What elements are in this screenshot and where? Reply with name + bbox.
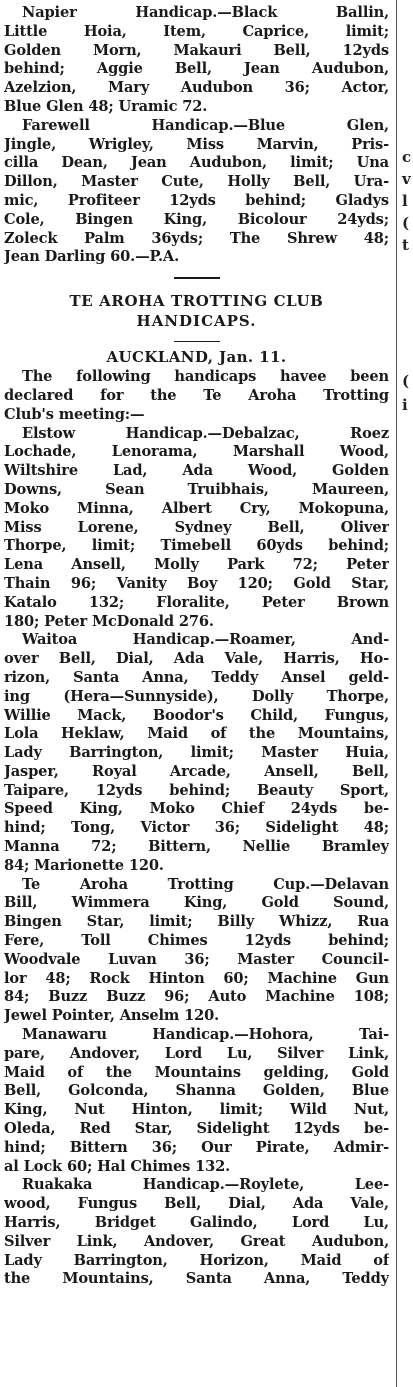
article-subheadline: HANDICAPS. xyxy=(136,312,257,331)
text-line: mic, Profiteer 12yds behind; Gladys xyxy=(4,191,389,209)
text-line: Lady Barrington, limit; Master Huia, xyxy=(4,744,389,762)
text-line: Woodvale Luvan 36; Master Council- xyxy=(4,950,389,968)
text-line: Taipare, 12yds behind; Beauty Sport, xyxy=(4,781,389,799)
text-line: Downs, Sean Truibhais, Maureen, xyxy=(4,480,389,498)
text-line: Jasper, Royal Arcade, Ansell, Bell, xyxy=(4,762,389,780)
text-line: wood, Fungus Bell, Dial, Ada Vale, xyxy=(4,1195,389,1213)
text-line: Moko Minna, Albert Cry, Mokopuna, xyxy=(4,499,389,517)
text-line: Manawaru Handicap.—Hohora, Tai- xyxy=(22,1026,389,1044)
text-line: behind; Aggie Bell, Jean Audubon, xyxy=(4,60,389,78)
text-line: Harris, Bridget Galindo, Lord Lu, xyxy=(4,1214,389,1232)
text-line: 84; Buzz Buzz 96; Auto Machine 108; xyxy=(4,988,389,1006)
text-line: Blue Glen 48; Uramic 72. xyxy=(4,97,208,115)
text-line: Lola Heklaw, Maid of the Mountains, xyxy=(4,725,389,743)
text-line: 84; Marionette 120. xyxy=(4,856,164,874)
text-line: hind; Tong, Victor 36; Sidelight 48; xyxy=(4,819,389,837)
edge-glyph: c xyxy=(402,148,412,166)
text-line: Wiltshire Lad, Ada Wood, Golden xyxy=(4,462,389,480)
text-line: Thain 96; Vanity Boy 120; Gold Star, xyxy=(4,574,389,592)
text-line: Golden Morn, Makauri Bell, 12yds xyxy=(4,41,389,59)
text-line: Te Aroha Trotting Cup.—Delavan xyxy=(22,875,389,893)
text-line: Elstow Handicap.—Debalzac, Roez xyxy=(22,424,389,442)
text-line: Club's meeting:— xyxy=(4,405,145,423)
text-line: The following handicaps havee been xyxy=(22,368,389,386)
text-line: Manna 72; Bittern, Nellie Bramley xyxy=(4,838,389,856)
text-line: Farewell Handicap.—Blue Glen, xyxy=(22,116,389,134)
text-line: hind; Bittern 36; Our Pirate, Admir- xyxy=(4,1138,389,1156)
text-line: Zoleck Palm 36yds; The Shrew 48; xyxy=(4,229,389,247)
text-line: Lena Ansell, Molly Park 72; Peter xyxy=(4,556,389,574)
text-line: Little Hoia, Item, Caprice, limit; xyxy=(4,22,389,40)
edge-glyph: l xyxy=(402,192,408,210)
text-line: Oleda, Red Star, Sidelight 12yds be- xyxy=(4,1120,389,1138)
article-headline: TE AROHA TROTTING CLUB xyxy=(69,292,324,311)
article-dateline: AUCKLAND, Jan. 11. xyxy=(106,348,287,367)
section-divider xyxy=(174,277,220,279)
text-line: ing (Hera—Sunnyside), Dolly Thorpe, xyxy=(4,687,389,705)
text-line: Katalo 132; Floralite, Peter Brown xyxy=(4,593,389,611)
text-line: Lochade, Lenorama, Marshall Wood, xyxy=(4,443,389,461)
text-line: King, Nut Hinton, limit; Wild Nut, xyxy=(4,1101,389,1119)
text-line: Maid of the Mountains gelding, Gold xyxy=(4,1063,389,1081)
text-line: Ruakaka Handicap.—Roylete, Lee- xyxy=(22,1176,389,1194)
text-line: Miss Lorene, Sydney Bell, Oliver xyxy=(4,518,389,536)
text-line: Lady Barrington, Horizon, Maid of xyxy=(4,1251,389,1269)
text-line: Jingle, Wrigley, Miss Marvin, Pris- xyxy=(4,135,389,153)
edge-glyph: ( xyxy=(402,372,410,390)
edge-glyph: i xyxy=(402,396,408,414)
previous-article-handicaps xyxy=(4,4,389,267)
text-line: the Mountains, Santa Anna, Teddy xyxy=(4,1270,389,1288)
text-line: Jean Darling 60.—P.A. xyxy=(4,248,179,266)
text-line: Cole, Bingen King, Bicolour 24yds; xyxy=(4,210,389,228)
text-line: Napier Handicap.—Black Ballin, xyxy=(22,4,389,21)
text-line: Thorpe, limit; Timebell 60yds behind; xyxy=(4,537,389,555)
edge-glyph: ( xyxy=(402,214,410,232)
text-line: declared for the Te Aroha Trotting xyxy=(4,386,389,404)
text-line: over Bell, Dial, Ada Vale, Harris, Ho- xyxy=(4,650,389,668)
text-line: Willie Mack, Boodor's Child, Fungus, xyxy=(4,706,389,724)
text-line: Azelzion, Mary Audubon 36; Actor, xyxy=(4,79,389,97)
edge-glyph: v xyxy=(402,170,411,188)
text-line: Jewel Pointer, Anselm 120. xyxy=(4,1007,220,1025)
text-line: Bill, Wimmera King, Gold Sound, xyxy=(4,894,389,912)
column-divider xyxy=(396,0,397,1387)
text-line: pare, Andover, Lord Lu, Silver Link, xyxy=(4,1044,389,1062)
text-line: Silver Link, Andover, Great Audubon, xyxy=(4,1232,389,1250)
text-line: Bingen Star, limit; Billy Whizz, Rua xyxy=(4,913,389,931)
text-line: rizon, Santa Anna, Teddy Ansel geld- xyxy=(4,668,389,686)
text-line: Fere, Toll Chimes 12yds behind; xyxy=(4,932,389,950)
text-line: Dillon, Master Cute, Holly Bell, Ura- xyxy=(4,173,389,191)
adjacent-column-fragment xyxy=(400,0,413,1387)
text-line: cilla Dean, Jean Audubon, limit; Una xyxy=(4,154,389,172)
article-te-aroha-handicaps xyxy=(4,291,389,1289)
text-line: Bell, Golconda, Shanna Golden, Blue xyxy=(4,1082,389,1100)
text-line: al Lock 60; Hal Chimes 132. xyxy=(4,1157,231,1175)
text-line: Waitoa Handicap.—Roamer, And- xyxy=(22,631,389,649)
headline-rule xyxy=(174,341,220,342)
edge-glyph: t xyxy=(402,236,409,254)
text-line: 180; Peter McDonald 276. xyxy=(4,612,214,630)
text-line: lor 48; Rock Hinton 60; Machine Gun xyxy=(4,969,389,987)
text-line: Speed King, Moko Chief 24yds be- xyxy=(4,800,389,818)
